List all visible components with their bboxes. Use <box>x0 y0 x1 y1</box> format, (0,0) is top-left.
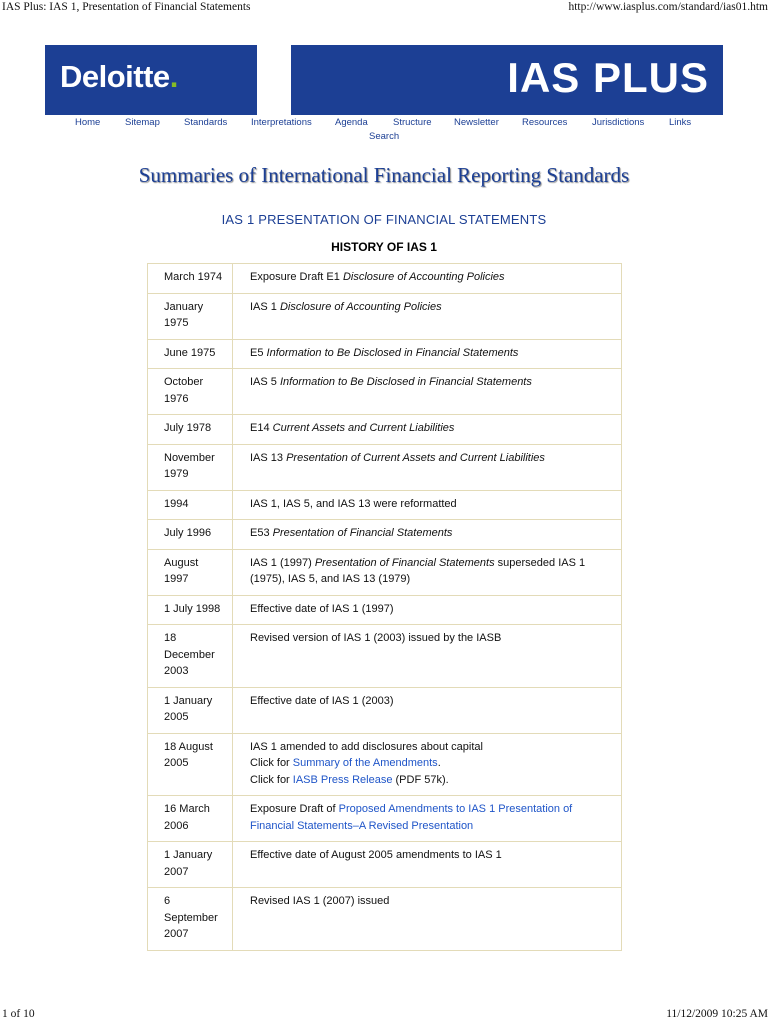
document-title-text: Presentation of Financial Statements <box>272 527 453 539</box>
history-event <box>233 687 622 733</box>
history-date: 1 January 2007 <box>148 842 233 888</box>
event-text: E5 <box>250 346 267 359</box>
history-row <box>148 293 622 339</box>
event-text: IAS 1, IAS 5, and IAS 13 were reformatted <box>250 497 457 510</box>
event-text: Exposure Draft of <box>250 803 339 815</box>
document-title-text: Current Assets and Current Liabilities <box>272 422 455 434</box>
iasplus-banner[interactable] <box>291 45 723 115</box>
nav-links[interactable]: Links <box>669 117 692 128</box>
history-date: 6 September 2007 <box>148 888 233 951</box>
event-text: Effective date of IAS 1 (2003) <box>250 694 394 707</box>
deloitte-logo: Deloitte. <box>60 59 178 94</box>
history-event <box>233 339 622 369</box>
summary-amendments-link[interactable]: Summary of the Amendments <box>292 757 438 769</box>
nav-interpretations[interactable]: Interpretations <box>251 117 312 128</box>
event-text: IAS 1 amended to add disclosures about capital <box>250 740 483 753</box>
history-event <box>233 733 622 796</box>
print-header <box>0 0 768 14</box>
history-date: 1994 <box>148 490 233 520</box>
document-title-text: Information to Be Disclosed in Financial Statements <box>266 346 519 359</box>
event-text: IAS 5 <box>250 376 280 388</box>
nav-resources[interactable]: Resources <box>522 117 568 128</box>
nav-structure[interactable]: Structure <box>393 117 432 128</box>
event-text: . <box>437 757 441 769</box>
event-text: Click for <box>250 773 293 786</box>
history-row <box>148 520 622 550</box>
iasplus-logo: IAS PLUS <box>507 54 709 101</box>
document-title-text: Presentation of Current Assets and Current Liabilities <box>286 451 545 464</box>
history-row <box>148 888 622 951</box>
history-row <box>148 490 622 520</box>
history-event <box>233 264 622 294</box>
history-row <box>148 444 622 490</box>
event-text: IAS 13 <box>250 451 287 464</box>
history-row <box>148 595 622 625</box>
nav-sitemap[interactable]: Sitemap <box>125 117 160 128</box>
event-text: E14 <box>250 422 273 434</box>
event-text: Effective date of August 2005 amendments to IAS 1 <box>250 849 502 861</box>
nav-agenda[interactable]: Agenda <box>335 117 368 128</box>
history-event <box>233 595 622 625</box>
event-text: Click for <box>250 757 293 769</box>
deloitte-banner[interactable] <box>45 45 257 115</box>
event-text: Revised IAS 1 (2007) issued <box>250 895 390 907</box>
history-row <box>148 549 622 595</box>
history-event <box>233 490 622 520</box>
history-row <box>148 842 622 888</box>
history-row <box>148 415 622 445</box>
history-date: July 1996 <box>148 520 233 550</box>
page-heading: Summaries of International Financial Reporting Standards <box>138 163 630 187</box>
print-footer <box>0 1008 768 1024</box>
event-text: Revised version of IAS 1 (2003) issued by the IASB <box>250 632 502 644</box>
nav-standards[interactable]: Standards <box>184 117 228 128</box>
event-text: IAS 1 <box>250 300 280 313</box>
history-row <box>148 339 622 369</box>
print-page-number: 1 of 10 <box>2 1008 35 1020</box>
history-date: March 1974 <box>148 264 233 294</box>
history-table <box>147 263 622 951</box>
print-datetime: 11/12/2009 10:25 AM <box>666 1008 768 1020</box>
event-text: superseded IAS 1 (1975), IAS 5, and IAS 13 (1979) <box>250 556 586 585</box>
history-event <box>233 369 622 415</box>
deloitte-logo-dot: . <box>169 59 178 94</box>
nav-newsletter[interactable]: Newsletter <box>454 117 499 128</box>
history-row <box>148 733 622 796</box>
event-text: IAS 1 (1997) <box>250 556 315 569</box>
document-title-text: Disclosure of Accounting Policies <box>342 271 505 283</box>
history-event <box>233 888 622 951</box>
history-event <box>233 796 622 842</box>
history-date: October 1976 <box>148 369 233 415</box>
history-event <box>233 415 622 445</box>
history-date: 18 August 2005 <box>148 733 233 796</box>
iasb-press-release-link[interactable]: IASB Press Release <box>292 773 393 786</box>
history-row <box>148 264 622 294</box>
history-date: August 1997 <box>148 549 233 595</box>
history-date: 18 December 2003 <box>148 625 233 688</box>
document-title-text: Disclosure of Accounting Policies <box>279 300 442 313</box>
nav-home[interactable]: Home <box>75 117 101 128</box>
history-date: November 1979 <box>148 444 233 490</box>
event-text: Effective date of IAS 1 (1997) <box>250 602 394 615</box>
history-date: July 1978 <box>148 415 233 445</box>
history-event <box>233 444 622 490</box>
history-row <box>148 369 622 415</box>
document-title-text: Presentation of Financial Statements <box>314 556 495 569</box>
history-event <box>233 293 622 339</box>
event-text: Exposure Draft E1 <box>250 271 343 283</box>
proposed-amendments-link[interactable]: Proposed Amendments to IAS 1 Presentation of Financial Statements–A Revised Presentation <box>250 803 573 832</box>
history-row <box>148 687 622 733</box>
nav-jurisdictions[interactable]: Jurisdictions <box>592 117 645 128</box>
history-date: January 1975 <box>148 293 233 339</box>
event-text: E53 <box>250 527 273 539</box>
history-event <box>233 549 622 595</box>
history-event <box>233 842 622 888</box>
history-date: 1 July 1998 <box>148 595 233 625</box>
print-page-title: IAS Plus: IAS 1, Presentation of Financial Statements <box>2 1 251 13</box>
history-date: 1 January 2005 <box>148 687 233 733</box>
history-date: 16 March 2006 <box>148 796 233 842</box>
history-row <box>148 796 622 842</box>
nav-search[interactable]: Search <box>369 131 400 142</box>
history-title: HISTORY OF IAS 1 <box>331 240 437 254</box>
standard-title: IAS 1 PRESENTATION OF FINANCIAL STATEMENTS <box>221 212 547 227</box>
history-event <box>233 520 622 550</box>
document-title-text: Information to Be Disclosed in Financial Statements <box>279 376 532 388</box>
event-text: (PDF 57k). <box>392 773 449 786</box>
print-page-url: http://www.iasplus.com/standard/ias01.htm <box>568 1 768 13</box>
history-date: June 1975 <box>148 339 233 369</box>
history-row <box>148 625 622 688</box>
history-event <box>233 625 622 688</box>
